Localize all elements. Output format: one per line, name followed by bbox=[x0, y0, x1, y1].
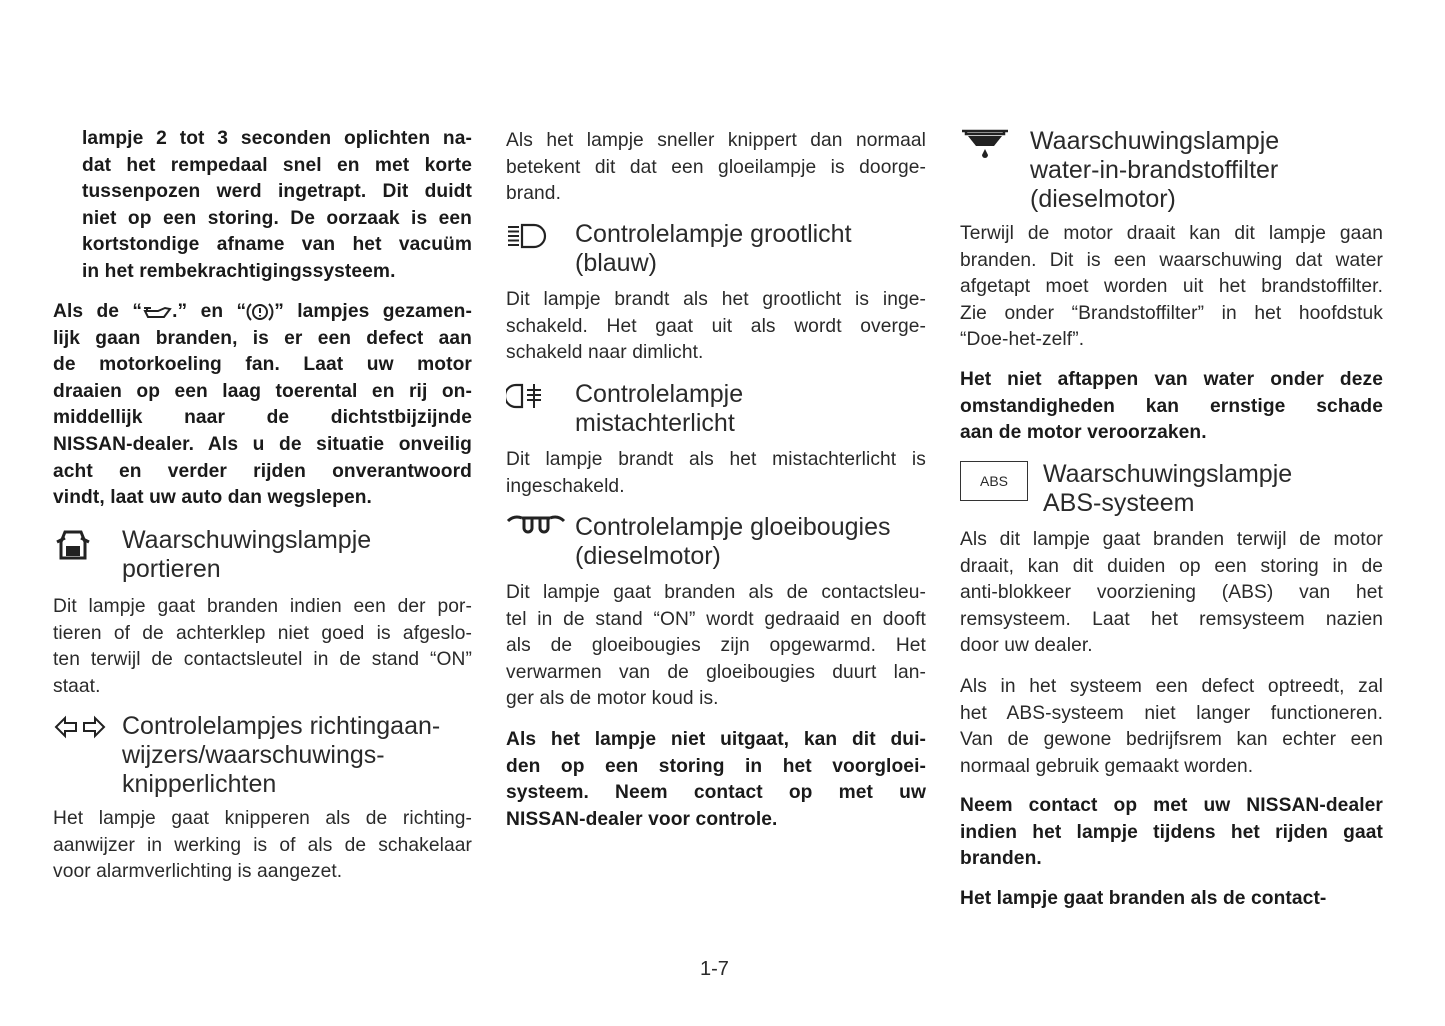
text-line: omstandigheden kan ernstige schade bbox=[960, 395, 1383, 417]
heading-line: Controlelampje gloeibougies bbox=[575, 513, 891, 541]
heading-water-in-fuel bbox=[1030, 127, 1279, 214]
text-line: in het rembekrachtigingssysteem. bbox=[82, 260, 396, 282]
text-line: tel in de stand “ON” wordt gedraaid en dooft bbox=[506, 608, 926, 630]
oil-can-icon bbox=[142, 304, 172, 320]
text-line: afgetapt moet worden uit het brandstoffilter. bbox=[960, 276, 1383, 298]
text-line: tussenpozen werd ingetrapt. Dit duidt bbox=[82, 181, 472, 203]
text-line: den op een storing in het voorgloei- bbox=[506, 755, 926, 777]
text-line: schakeld naar dimlicht. bbox=[506, 342, 704, 364]
text-line: draait, kan dit duiden op een storing in de bbox=[960, 555, 1383, 577]
heading-line: water-in-brandstoffilter bbox=[1030, 156, 1279, 184]
text-line: de motorkoeling fan. Laat uw motor bbox=[53, 354, 472, 376]
heading-glow-plugs bbox=[575, 513, 890, 571]
text-line: “Doe-het-zelf”. bbox=[960, 329, 1085, 351]
text-line: Dit lampje brandt als het grootlicht is inge- bbox=[506, 289, 926, 310]
door-open-icon bbox=[55, 528, 91, 564]
page-number: 1-7 bbox=[700, 958, 729, 980]
text-line: Het lampje gaat knipperen als de richting- bbox=[53, 808, 472, 829]
text-line: Dit lampje gaat branden indien een der por- bbox=[53, 596, 472, 617]
water-in-fuel-icon bbox=[960, 127, 1010, 161]
text-line: Als het lampje niet uitgaat, kan dit dui- bbox=[506, 729, 926, 750]
text-line: het ABS-systeem niet langer functioneren. bbox=[960, 702, 1383, 724]
text-line: betekent dit dat een gloeilampje is doorge- bbox=[506, 156, 926, 178]
text-line: aanwijzer in werking is of als de schakelaar bbox=[53, 834, 472, 856]
brake-warning-icon bbox=[246, 301, 274, 323]
paragraph-glow-plug-fault bbox=[506, 727, 926, 833]
text-line: voor alarmverlichting is aangezet. bbox=[53, 861, 343, 883]
text-line: staat. bbox=[53, 675, 101, 697]
text-line: Dit lampje brandt als het mistachterlicht is bbox=[506, 449, 926, 470]
text-segment: ” lampjes gezamen- bbox=[274, 301, 472, 322]
glow-plug-icon bbox=[506, 513, 566, 535]
heading-line: knipperlichten bbox=[122, 770, 277, 798]
heading-door-warning bbox=[122, 526, 371, 584]
text-line: Als het lampje sneller knippert dan normaal bbox=[506, 130, 926, 151]
text-line: NISSAN-dealer. Als u de situatie onveilig bbox=[53, 433, 472, 455]
text-line: ger als de motor koud is. bbox=[506, 688, 719, 710]
text-line: niet op een storing. De oorzaak is een bbox=[82, 207, 472, 229]
paragraph-abs-contact-dealer bbox=[960, 793, 1383, 873]
heading-high-beam bbox=[575, 220, 852, 278]
heading-line: Controlelampje grootlicht bbox=[575, 220, 852, 248]
heading-line: portieren bbox=[122, 555, 221, 583]
heading-rear-fog bbox=[575, 380, 743, 438]
text-line: schakeld. Het gaat uit als wordt overge- bbox=[506, 315, 926, 337]
heading-line: ABS-systeem bbox=[1043, 489, 1195, 517]
paragraph-body bbox=[53, 326, 472, 512]
text-line: Van de gewone bedrijfsrem kan echter een bbox=[960, 729, 1383, 751]
text-line: Dit lampje gaat branden als de contactsleu- bbox=[506, 582, 926, 603]
paragraph-fast-blink bbox=[506, 128, 926, 208]
paragraph-brake-lamp bbox=[82, 126, 472, 286]
text-line: remsysteem. Laat het remsysteem nazien bbox=[960, 608, 1383, 630]
heading-line: (dieselmotor) bbox=[1030, 185, 1176, 213]
heading-line: Waarschuwingslampje bbox=[1030, 127, 1280, 155]
paragraph-high-beam bbox=[506, 287, 926, 367]
text-line: verwarmen van de gloeibougies duurt lan- bbox=[506, 661, 926, 683]
heading-line: wijzers/waarschuwings- bbox=[122, 741, 385, 769]
text-line: Het lampje gaat branden als de contact- bbox=[960, 888, 1327, 909]
text-line: branden. bbox=[960, 848, 1042, 870]
text-line: draaien op een laag toerental en rij on- bbox=[53, 380, 472, 402]
text-line: lijk gaan branden, is er een defect aan bbox=[53, 327, 472, 349]
heading-line: Controlelampje bbox=[575, 380, 744, 408]
paragraph-glow-plugs bbox=[506, 580, 926, 713]
paragraph-turn-signals bbox=[53, 806, 472, 886]
text-line bbox=[53, 299, 472, 326]
text-line: Het niet aftappen van water onder deze bbox=[960, 369, 1383, 390]
text-line: aan de motor veroorzaken. bbox=[960, 422, 1207, 444]
text-line: NISSAN-dealer voor controle. bbox=[506, 808, 778, 830]
text-line: branden. Dit is een waarschuwing dat water bbox=[960, 249, 1383, 271]
heading-line: mistachterlicht bbox=[575, 409, 735, 437]
text-line: middellijk naar de dichtstbijzijnde bbox=[53, 407, 472, 429]
paragraph-coolant-fan bbox=[53, 299, 472, 512]
text-line: systeem. Neem contact op met uw bbox=[506, 782, 926, 804]
heading-line: Waarschuwingslampje bbox=[1043, 460, 1293, 488]
heading-line: Waarschuwingslampje bbox=[122, 526, 372, 554]
text-line: dat het rempedaal snel en met korte bbox=[82, 154, 472, 176]
paragraph-abs-ignition bbox=[960, 886, 1383, 913]
text-line: acht en verder rijden onverantwoord bbox=[53, 460, 472, 482]
heading-line: (dieselmotor) bbox=[575, 542, 721, 570]
text-line: brand. bbox=[506, 183, 562, 205]
paragraph-body bbox=[960, 886, 1383, 913]
text-line: anti-blokkeer voorziening (ABS) van het bbox=[960, 582, 1383, 604]
text-line: ten terwijl de contactsleutel in de stand “ON” bbox=[53, 649, 472, 671]
text-line: Als in het systeem een defect optreedt, zal bbox=[960, 676, 1383, 697]
text-line: ingeschakeld. bbox=[506, 475, 625, 497]
text-line: door uw dealer. bbox=[960, 635, 1093, 657]
text-line: kortstondige afname van het vacuüm bbox=[82, 234, 472, 256]
rear-fog-light-icon bbox=[506, 382, 546, 410]
heading-line: Controlelampjes richtingaan- bbox=[122, 712, 441, 740]
text-line: Zie onder “Brandstoffilter” in het hoofdstuk bbox=[960, 302, 1383, 324]
paragraph-door-warning bbox=[53, 594, 472, 700]
heading-abs bbox=[1043, 460, 1292, 518]
paragraph-water-in-fuel bbox=[960, 221, 1383, 354]
text-line: lampje 2 tot 3 seconden oplichten na- bbox=[82, 128, 472, 149]
turn-signal-arrows-icon bbox=[54, 715, 106, 739]
text-line: vindt, laat uw auto dan wegslepen. bbox=[53, 487, 372, 509]
text-line: Terwijl de motor draait kan dit lampje gaan bbox=[960, 223, 1383, 244]
text-line: indien het lampje tijdens het rijden gaat bbox=[960, 821, 1383, 843]
text-line: als de gloeibougies zijn opgewarmd. Het bbox=[506, 635, 926, 657]
paragraph-abs bbox=[960, 527, 1383, 660]
abs-icon: ABS bbox=[960, 461, 1028, 501]
text-line: Als dit lampje gaat branden terwijl de motor bbox=[960, 529, 1383, 550]
heading-turn-signals bbox=[122, 712, 440, 799]
high-beam-icon bbox=[506, 222, 552, 250]
text-line: normaal gebruik gemaakt worden. bbox=[960, 755, 1254, 777]
paragraph-rear-fog bbox=[506, 447, 926, 500]
text-line: tieren of de achterklep niet goed is afgeslo- bbox=[53, 622, 472, 644]
text-line: Neem contact op met uw NISSAN-dealer bbox=[960, 795, 1383, 816]
text-segment: Als de “ bbox=[53, 301, 143, 322]
paragraph-water-drain-warning bbox=[960, 367, 1383, 447]
heading-line: (blauw) bbox=[575, 249, 657, 277]
text-segment: .” en “ bbox=[172, 301, 247, 322]
paragraph-abs-defect bbox=[960, 674, 1383, 780]
